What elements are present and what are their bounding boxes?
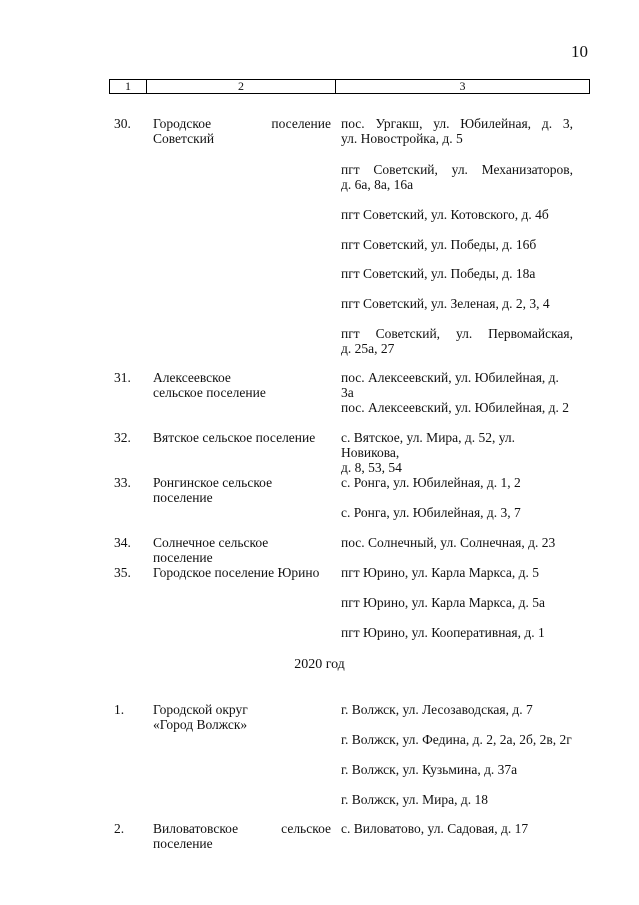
- address: пос. Алексеевский, ул. Юбилейная, д. 3а: [341, 370, 559, 400]
- page-number: 10: [571, 42, 588, 61]
- row-number: 32.: [114, 430, 131, 445]
- address: пос. Ургакш, ул. Юбилейная, д. 3, ул. Новостройка, д. 5: [341, 116, 574, 146]
- row-number: 34.: [114, 535, 131, 550]
- address: с. Виловатово, ул. Садовая, д. 17: [341, 821, 529, 836]
- row-number: 1.: [114, 702, 125, 717]
- address: пос. Солнечный, ул. Солнечная, д. 23: [341, 535, 556, 550]
- address: с. Вятское, ул. Мира, д. 52, ул. Новикова, д. 8, 53, 54: [341, 430, 516, 475]
- municipality: Городское поселение Юрино: [153, 565, 320, 580]
- municipality: Вятское сельское поселение: [153, 430, 316, 445]
- header-col-2: 2: [146, 79, 335, 94]
- municipality: Ронгинское сельское поселение: [153, 475, 273, 505]
- address: пгт Советский, ул. Зеленая, д. 2, 3, 4: [341, 296, 550, 311]
- row-number: 2.: [114, 821, 125, 836]
- address: с. Ронга, ул. Юбилейная, д. 3, 7: [341, 505, 521, 520]
- address: пгт Юрино, ул. Карла Маркса, д. 5: [341, 565, 539, 580]
- row-number: 35.: [114, 565, 131, 580]
- address: г. Волжск, ул. Федина, д. 2, 2а, 2б, 2в, 2г: [341, 732, 572, 747]
- municipality: Городской округ «Город Волжск»: [153, 702, 248, 732]
- address: г. Волжск, ул. Кузьмина, д. 37а: [341, 762, 518, 777]
- row-number: 31.: [114, 370, 131, 385]
- address: пгт Советский, ул. Механизаторов, д. 6а, 8а, 16а: [341, 162, 574, 192]
- header-col-1: 1: [109, 79, 146, 94]
- address: пгт Юрино, ул. Карла Маркса, д. 5а: [341, 595, 545, 610]
- municipality: Виловатовское сельское поселение: [153, 821, 331, 851]
- municipality: Алексеевское сельское поселение: [153, 370, 266, 400]
- address: пгт Юрино, ул. Кооперативная, д. 1: [341, 625, 545, 640]
- municipality: Городское поселение Советский: [153, 116, 331, 146]
- address: с. Ронга, ул. Юбилейная, д. 1, 2: [341, 475, 521, 490]
- header-col-3: 3: [335, 79, 590, 94]
- address: пгт Советский, ул. Первомайская, д. 25а, 27: [341, 326, 573, 356]
- row-number: 33.: [114, 475, 131, 490]
- municipality: Солнечное сельское поселение: [153, 535, 269, 565]
- address: пгт Советский, ул. Победы, д. 16б: [341, 237, 537, 252]
- address: пос. Алексеевский, ул. Юбилейная, д. 2: [341, 400, 570, 415]
- table-header: [109, 79, 589, 93]
- address: г. Волжск, ул. Мира, д. 18: [341, 792, 488, 807]
- address: пгт Советский, ул. Победы, д. 18а: [341, 266, 536, 281]
- year-heading: 2020 год: [294, 657, 345, 672]
- row-number: 30.: [114, 116, 131, 131]
- address: пгт Советский, ул. Котовского, д. 4б: [341, 207, 549, 222]
- address: г. Волжск, ул. Лесозаводская, д. 7: [341, 702, 533, 717]
